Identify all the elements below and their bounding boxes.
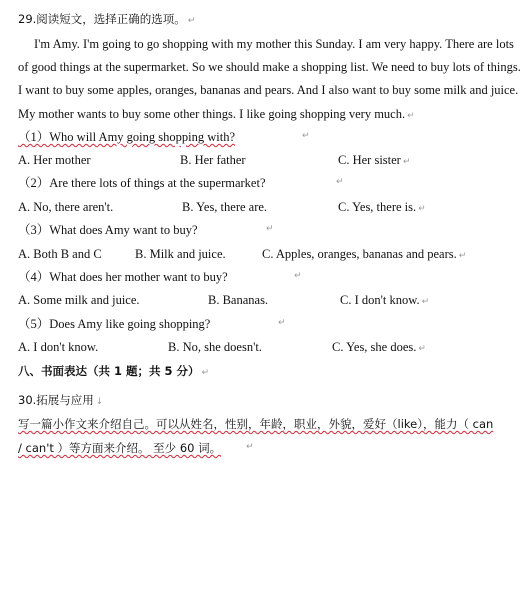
paragraph-mark: ↵: [278, 318, 286, 328]
option-3b: B. Milk and juice.: [135, 247, 226, 261]
paragraph-mark: ↵: [201, 368, 210, 378]
question-30-prompt-line-2: / can't ）等方面来介绍。 至少 60 词。: [18, 441, 222, 455]
option-2b: B. Yes, there are.: [182, 200, 268, 214]
paragraph-mark: ↵: [246, 442, 254, 452]
option-4c: C. I don't know. ↵: [340, 293, 430, 307]
option-4b: B. Bananas.: [208, 293, 269, 307]
passage-line-2: of good things at the supermarket. So we should make a shopping list. We need to buy lots of things.: [18, 60, 521, 74]
option-5b: B. No, she doesn't.: [168, 340, 262, 354]
question-stem-2: （2）Are there lots of things at the supermarket?: [18, 176, 266, 190]
paragraph-mark: ↵: [402, 157, 411, 167]
option-2a: A. No, there aren't.: [18, 200, 114, 214]
question-30-heading: 30.拓展与应用 ↓: [18, 393, 104, 407]
paragraph-mark: ↵: [458, 251, 467, 261]
question-29-heading: 29.阅读短文，选择正确的选项。 ↵: [18, 12, 196, 26]
paragraph-mark: ↵: [418, 204, 426, 214]
option-1b: B. Her father: [180, 153, 246, 167]
paragraph-mark: ↵: [407, 111, 415, 121]
option-5c: C. Yes, she does. ↵: [332, 340, 426, 354]
option-3c: C. Apples, oranges, bananas and pears. ↵: [262, 247, 467, 261]
paragraph-mark: ↵: [302, 131, 310, 141]
option-2c: C. Yes, there is. ↵: [338, 200, 426, 214]
passage-line-1: I'm Amy. I'm going to go shopping with my mother this Sunday. I am very happy. There are lots: [34, 37, 514, 51]
paragraph-mark: ↵: [294, 271, 302, 281]
paragraph-mark: ↵: [336, 177, 344, 187]
option-1a: A. Her mother: [18, 153, 91, 167]
option-3a: A. Both B and C: [18, 247, 102, 261]
question-30-prompt-line-1: 写一篇小作文来介绍自己。可以从姓名，性别，年龄，职业，外貌，爱好（like），能力（ can: [18, 417, 494, 431]
paragraph-mark: ↵: [187, 16, 196, 26]
passage-line-3: I want to buy some apples, oranges, bananas and pears. And I also want to buy some milk and juice.: [18, 83, 519, 97]
line-break-mark: ↓: [95, 397, 104, 407]
question-stem-1: （1）Who will Amy going shopping with?: [18, 130, 236, 144]
option-5a: A. I don't know.: [18, 340, 99, 354]
option-1c: C. Her sister ↵: [338, 153, 411, 167]
question-stem-5: （5）Does Amy like going shopping?: [18, 317, 211, 331]
passage-line-4: My mother wants to buy some other things. I like going shopping very much. ↵: [18, 107, 415, 121]
option-4a: A. Some milk and juice.: [18, 293, 140, 307]
paragraph-mark: ↵: [266, 224, 274, 234]
paragraph-mark: ↵: [418, 344, 426, 354]
section-8-heading: 八、书面表达（共 1 题；共 5 分） ↵: [18, 364, 210, 378]
paragraph-mark: ↵: [421, 297, 430, 307]
question-stem-3: （3）What does Amy want to buy?: [18, 223, 198, 237]
question-stem-4: （4）What does her mother want to buy?: [18, 270, 228, 284]
